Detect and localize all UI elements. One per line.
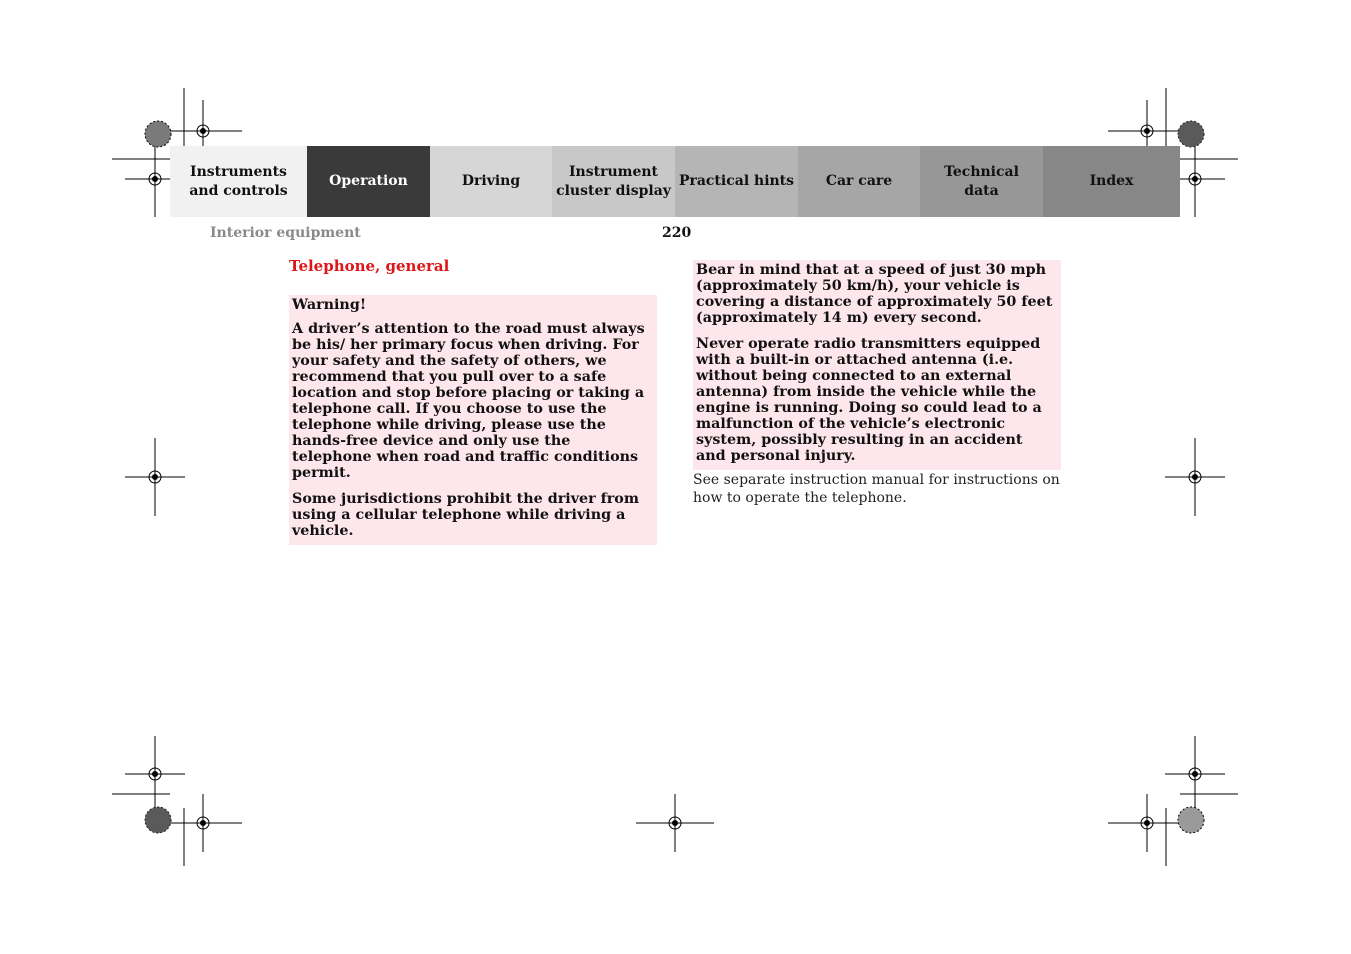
section-title: Interior equipment — [210, 225, 361, 241]
starburst-icon — [145, 807, 171, 833]
crosshair-icon — [1108, 794, 1186, 852]
tab-instruments-and-controls[interactable] — [170, 146, 307, 217]
tab-label: Index — [1089, 173, 1134, 189]
tab-practical-hints[interactable] — [675, 146, 798, 217]
instruction-text: See separate instruction manual for instructions on how to operate the telephone. — [693, 472, 1060, 506]
crosshair-icon — [1165, 736, 1225, 814]
warning-paragraph: Some jurisdictions prohibit the driver from using a cellular telephone while driving a vehicle. — [292, 491, 639, 539]
tab-instrument-cluster-display[interactable] — [552, 146, 675, 217]
tab-label: Technical data — [944, 163, 1019, 199]
tab-car-care[interactable] — [798, 146, 920, 217]
warning-title: Warning! — [292, 297, 367, 313]
tab-driving[interactable] — [430, 146, 552, 217]
crosshair-icon — [125, 736, 185, 814]
starburst-icon — [145, 121, 171, 147]
tab-label: Instruments and controls — [189, 163, 288, 199]
crosshair-icon — [125, 438, 185, 516]
starburst-icon — [1178, 807, 1204, 833]
chapter-navigation — [170, 146, 1180, 217]
warning-paragraph: Bear in mind that at a speed of just 30 mph (approximately 50 km/h), your vehicle is covering a distance of approximately 50 feet (approximately 14 m) every second. — [696, 262, 1053, 326]
tab-operation[interactable] — [307, 146, 430, 217]
page-number: 220 — [662, 225, 692, 241]
tab-label: Practical hints — [678, 173, 795, 189]
crosshair-icon — [164, 794, 242, 852]
tab-technical-data[interactable] — [920, 146, 1043, 217]
warning-box — [289, 295, 657, 545]
warning-paragraph: A driver’s attention to the road must always be his/ her primary focus when driving. For your safety and the safety of others, we recommend that you pull over to a safe location and stop before placing or taking a telephone call. If you choose to use the telephone while driving, please use the hands-free device and only use the telephone when road and traffic conditions permit. — [292, 321, 645, 481]
tab-label: Car care — [825, 173, 893, 189]
crosshair-icon — [1165, 438, 1225, 516]
crosshair-icon — [636, 794, 714, 852]
tab-label: Driving — [461, 173, 521, 189]
tab-index[interactable] — [1043, 146, 1180, 217]
tab-label: Operation — [329, 173, 408, 189]
starburst-icon — [1178, 121, 1204, 147]
warning-box-continued — [693, 260, 1061, 470]
warning-paragraph: Never operate radio transmitters equipped with a built-in or attached antenna (i.e. without being connected to an external antenna) from inside the vehicle while the engine is running. Doing so could lead to a malfunction of the vehicle’s electronic system, possibly resulting in an accident and personal injury. — [696, 336, 1042, 464]
tab-label: Instrument cluster display — [556, 163, 671, 199]
page-heading: Telephone, general — [289, 257, 450, 275]
